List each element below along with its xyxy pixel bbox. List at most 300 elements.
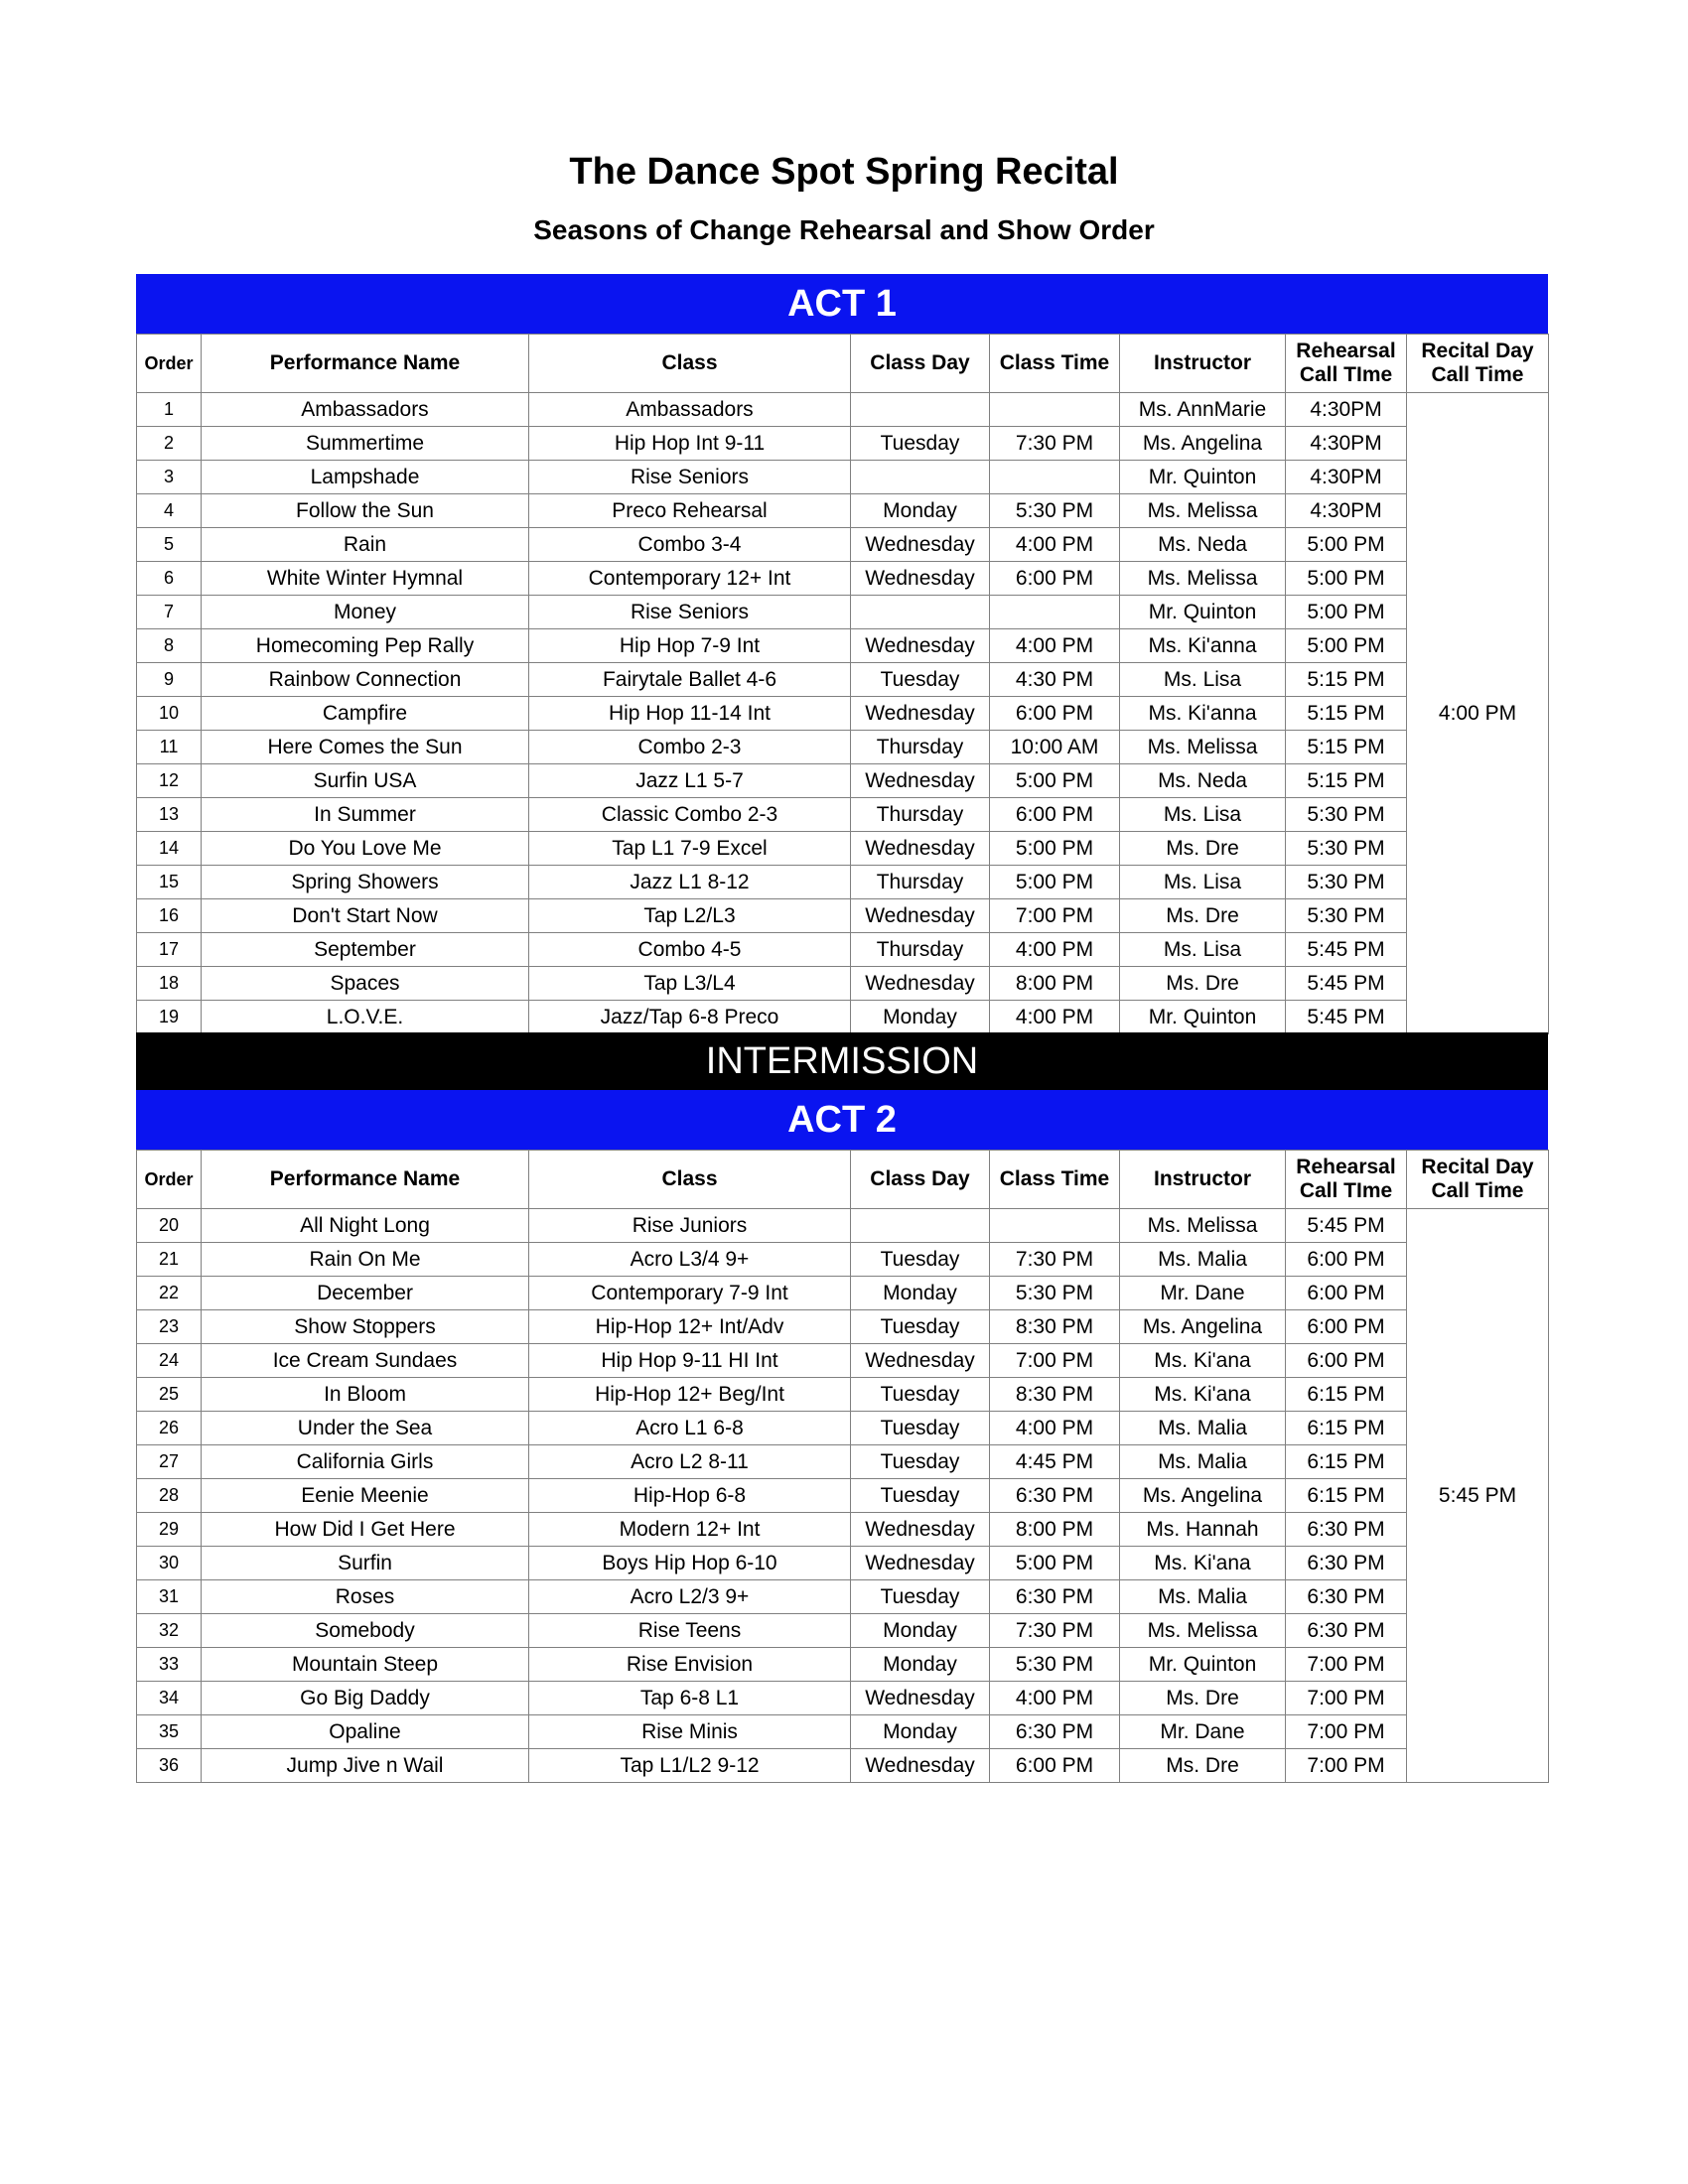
- class-time-cell: 8:00 PM: [990, 1513, 1120, 1547]
- rehearsal-call-time-cell: 6:15 PM: [1286, 1445, 1407, 1479]
- class-time-cell: 6:00 PM: [990, 1749, 1120, 1783]
- class-cell: Hip Hop Int 9-11: [529, 427, 851, 461]
- act-2-body: [137, 1209, 1549, 1783]
- class-time-cell: 4:00 PM: [990, 1412, 1120, 1445]
- class-day-cell: Tuesday: [851, 663, 990, 697]
- rehearsal-call-time-cell: 5:15 PM: [1286, 697, 1407, 731]
- class-header: Class: [529, 335, 851, 393]
- act-2-table: [136, 1150, 1549, 1783]
- performance-name-cell: Lampshade: [202, 461, 529, 494]
- class-day-cell: Thursday: [851, 866, 990, 899]
- class-time-cell: 5:00 PM: [990, 1547, 1120, 1580]
- instructor-cell: Mr. Quinton: [1120, 1648, 1286, 1682]
- instructor-cell: Ms. AnnMarie: [1120, 393, 1286, 427]
- class-cell: Hip Hop 11-14 Int: [529, 697, 851, 731]
- class-day-cell: Monday: [851, 1648, 990, 1682]
- table-row: [137, 461, 1549, 494]
- table-row: [137, 731, 1549, 764]
- class-time-cell: 6:00 PM: [990, 562, 1120, 596]
- performance-name-cell: Summertime: [202, 427, 529, 461]
- performance-name-cell: Rain: [202, 528, 529, 562]
- performance-name-cell: Homecoming Pep Rally: [202, 629, 529, 663]
- performance-name-cell: Surfin: [202, 1547, 529, 1580]
- header-row: [137, 335, 1549, 393]
- class-day-cell: Wednesday: [851, 697, 990, 731]
- class-cell: Acro L1 6-8: [529, 1412, 851, 1445]
- performance-name-cell: California Girls: [202, 1445, 529, 1479]
- instructor-cell: Ms. Malia: [1120, 1580, 1286, 1614]
- performance-name-cell: Somebody: [202, 1614, 529, 1648]
- class-cell: Combo 3-4: [529, 528, 851, 562]
- order-cell: 3: [137, 461, 202, 494]
- table-row: [137, 967, 1549, 1001]
- instructor-cell: Ms. Melissa: [1120, 562, 1286, 596]
- order-cell: 11: [137, 731, 202, 764]
- order-header: Order: [137, 1151, 202, 1209]
- instructor-cell: Ms. Ki'ana: [1120, 1378, 1286, 1412]
- table-row: [137, 629, 1549, 663]
- rehearsal-call-time-cell: 5:00 PM: [1286, 629, 1407, 663]
- class-cell: Rise Seniors: [529, 596, 851, 629]
- performance-name-cell: Show Stoppers: [202, 1310, 529, 1344]
- order-cell: 25: [137, 1378, 202, 1412]
- rehearsal-call-time-cell: 6:15 PM: [1286, 1378, 1407, 1412]
- instructor-cell: Ms. Dre: [1120, 899, 1286, 933]
- class-day-cell: Tuesday: [851, 1580, 990, 1614]
- table-row: [137, 697, 1549, 731]
- performance-name-cell: In Bloom: [202, 1378, 529, 1412]
- instructor-cell: Ms. Neda: [1120, 528, 1286, 562]
- class-day-cell: [851, 393, 990, 427]
- order-cell: 36: [137, 1749, 202, 1783]
- class-time-cell: 5:30 PM: [990, 1648, 1120, 1682]
- instructor-cell: Ms. Dre: [1120, 967, 1286, 1001]
- class-time-cell: 10:00 AM: [990, 731, 1120, 764]
- instructor-cell: Ms. Dre: [1120, 1682, 1286, 1715]
- instructor-cell: Ms. Angelina: [1120, 1479, 1286, 1513]
- instructor-cell: Ms. Lisa: [1120, 798, 1286, 832]
- rehearsal-call-time-cell: 6:30 PM: [1286, 1513, 1407, 1547]
- class-cell: Rise Juniors: [529, 1209, 851, 1243]
- performance-name-header: Performance Name: [202, 1151, 529, 1209]
- act-1-table: [136, 334, 1549, 1034]
- class-time-cell: [990, 393, 1120, 427]
- order-cell: 27: [137, 1445, 202, 1479]
- performance-name-cell: Go Big Daddy: [202, 1682, 529, 1715]
- rehearsal-call-time-cell: 6:00 PM: [1286, 1344, 1407, 1378]
- rehearsal-call-time-header: [1286, 1151, 1407, 1209]
- class-cell: Tap 6-8 L1: [529, 1682, 851, 1715]
- performance-name-cell: How Did I Get Here: [202, 1513, 529, 1547]
- instructor-cell: Ms. Dre: [1120, 832, 1286, 866]
- table-row: [137, 1209, 1549, 1243]
- class-day-cell: Wednesday: [851, 832, 990, 866]
- performance-name-cell: Ice Cream Sundaes: [202, 1344, 529, 1378]
- table-row: [137, 1001, 1549, 1034]
- table-row: [137, 1580, 1549, 1614]
- document-title: The Dance Spot Spring Recital: [569, 151, 1119, 193]
- rehearsal-call-time-header: [1286, 335, 1407, 393]
- class-cell: Jazz L1 5-7: [529, 764, 851, 798]
- rehearsal-call-time-cell: 6:00 PM: [1286, 1277, 1407, 1310]
- class-time-cell: 7:00 PM: [990, 1344, 1120, 1378]
- instructor-cell: Ms. Angelina: [1120, 427, 1286, 461]
- rehearsal-call-time-cell: 5:45 PM: [1286, 1001, 1407, 1034]
- class-cell: Acro L2 8-11: [529, 1445, 851, 1479]
- class-time-cell: 5:00 PM: [990, 866, 1120, 899]
- performance-name-cell: December: [202, 1277, 529, 1310]
- rehearsal-call-time-cell: 5:45 PM: [1286, 1209, 1407, 1243]
- table-row: [137, 393, 1549, 427]
- class-day-cell: Wednesday: [851, 967, 990, 1001]
- table-row: [137, 1277, 1549, 1310]
- order-cell: 26: [137, 1412, 202, 1445]
- class-day-cell: Monday: [851, 1001, 990, 1034]
- class-day-cell: Wednesday: [851, 899, 990, 933]
- rehearsal-call-time-cell: 6:15 PM: [1286, 1479, 1407, 1513]
- class-day-cell: Monday: [851, 1277, 990, 1310]
- recital-header-line1: Recital Day: [1421, 1156, 1534, 1178]
- performance-name-cell: All Night Long: [202, 1209, 529, 1243]
- class-time-cell: [990, 461, 1120, 494]
- performance-name-cell: L.O.V.E.: [202, 1001, 529, 1034]
- class-cell: Rise Seniors: [529, 461, 851, 494]
- order-cell: 8: [137, 629, 202, 663]
- performance-name-cell: Surfin USA: [202, 764, 529, 798]
- table-row: [137, 1243, 1549, 1277]
- performance-name-cell: Rain On Me: [202, 1243, 529, 1277]
- performance-name-cell: Roses: [202, 1580, 529, 1614]
- table-row: [137, 764, 1549, 798]
- table-row: [137, 1513, 1549, 1547]
- recital-day-call-time-header: [1407, 335, 1549, 393]
- act-1-banner: ACT 1: [136, 274, 1548, 334]
- rehearsal-call-time-cell: 6:00 PM: [1286, 1310, 1407, 1344]
- order-cell: 6: [137, 562, 202, 596]
- order-cell: 5: [137, 528, 202, 562]
- rehearsal-call-time-cell: 5:45 PM: [1286, 967, 1407, 1001]
- rehearsal-call-time-cell: 5:00 PM: [1286, 562, 1407, 596]
- class-day-cell: Thursday: [851, 933, 990, 967]
- class-cell: Rise Minis: [529, 1715, 851, 1749]
- performance-name-cell: Opaline: [202, 1715, 529, 1749]
- class-day-cell: Monday: [851, 1614, 990, 1648]
- performance-name-cell: Follow the Sun: [202, 494, 529, 528]
- class-cell: Acro L3/4 9+: [529, 1243, 851, 1277]
- class-day-cell: Tuesday: [851, 427, 990, 461]
- class-time-cell: 7:30 PM: [990, 1243, 1120, 1277]
- order-cell: 22: [137, 1277, 202, 1310]
- instructor-cell: Ms. Melissa: [1120, 731, 1286, 764]
- instructor-cell: Ms. Lisa: [1120, 933, 1286, 967]
- rehearsal-call-time-cell: 6:30 PM: [1286, 1580, 1407, 1614]
- rehearsal-call-time-cell: 5:00 PM: [1286, 596, 1407, 629]
- class-time-cell: 4:00 PM: [990, 629, 1120, 663]
- rehearsal-call-time-cell: 4:30PM: [1286, 461, 1407, 494]
- class-cell: Contemporary 12+ Int: [529, 562, 851, 596]
- rehearsal-call-time-cell: 5:30 PM: [1286, 832, 1407, 866]
- class-cell: Rise Teens: [529, 1614, 851, 1648]
- performance-name-cell: Mountain Steep: [202, 1648, 529, 1682]
- recital-day-call-time-header: [1407, 1151, 1549, 1209]
- class-day-cell: [851, 596, 990, 629]
- performance-name-cell: Ambassadors: [202, 393, 529, 427]
- class-cell: Modern 12+ Int: [529, 1513, 851, 1547]
- instructor-cell: Mr. Dane: [1120, 1715, 1286, 1749]
- order-cell: 31: [137, 1580, 202, 1614]
- instructor-cell: Ms. Malia: [1120, 1412, 1286, 1445]
- class-time-cell: 5:30 PM: [990, 1277, 1120, 1310]
- class-time-cell: 8:00 PM: [990, 967, 1120, 1001]
- performance-name-cell: Spring Showers: [202, 866, 529, 899]
- class-day-cell: Tuesday: [851, 1310, 990, 1344]
- rehearsal-call-time-cell: 5:15 PM: [1286, 764, 1407, 798]
- order-cell: 15: [137, 866, 202, 899]
- class-time-cell: 6:30 PM: [990, 1479, 1120, 1513]
- class-day-cell: Wednesday: [851, 1513, 990, 1547]
- order-cell: 14: [137, 832, 202, 866]
- order-cell: 16: [137, 899, 202, 933]
- class-cell: Rise Envision: [529, 1648, 851, 1682]
- class-day-cell: Wednesday: [851, 1344, 990, 1378]
- performance-name-cell: In Summer: [202, 798, 529, 832]
- class-cell: Acro L2/3 9+: [529, 1580, 851, 1614]
- class-day-cell: Wednesday: [851, 1547, 990, 1580]
- class-cell: Combo 4-5: [529, 933, 851, 967]
- class-time-cell: 6:30 PM: [990, 1715, 1120, 1749]
- rehearsal-call-time-cell: 5:30 PM: [1286, 866, 1407, 899]
- instructor-cell: Ms. Melissa: [1120, 494, 1286, 528]
- rehearsal-call-time-cell: 5:45 PM: [1286, 933, 1407, 967]
- class-cell: Classic Combo 2-3: [529, 798, 851, 832]
- instructor-cell: Ms. Angelina: [1120, 1310, 1286, 1344]
- table-row: [137, 1682, 1549, 1715]
- instructor-cell: Ms. Ki'anna: [1120, 629, 1286, 663]
- recital-header-line2: Call Time: [1431, 363, 1524, 386]
- act-2-section: [136, 1090, 1548, 1783]
- instructor-cell: Ms. Melissa: [1120, 1614, 1286, 1648]
- rehearsal-call-time-cell: 7:00 PM: [1286, 1648, 1407, 1682]
- class-day-cell: Wednesday: [851, 562, 990, 596]
- order-cell: 24: [137, 1344, 202, 1378]
- class-day-header: Class Day: [851, 1151, 990, 1209]
- performance-name-cell: Campfire: [202, 697, 529, 731]
- class-cell: Preco Rehearsal: [529, 494, 851, 528]
- class-cell: Boys Hip Hop 6-10: [529, 1547, 851, 1580]
- order-cell: 18: [137, 967, 202, 1001]
- order-header: Order: [137, 335, 202, 393]
- table-row: [137, 528, 1549, 562]
- rehearsal-header-line1: Rehearsal: [1296, 1156, 1396, 1178]
- class-cell: Ambassadors: [529, 393, 851, 427]
- order-cell: 12: [137, 764, 202, 798]
- class-day-cell: Monday: [851, 494, 990, 528]
- rehearsal-call-time-cell: 5:00 PM: [1286, 528, 1407, 562]
- intermission-banner: INTERMISSION: [136, 1032, 1548, 1090]
- rehearsal-call-time-cell: 7:00 PM: [1286, 1715, 1407, 1749]
- class-time-cell: 6:30 PM: [990, 1580, 1120, 1614]
- act-2-banner: ACT 2: [136, 1090, 1548, 1150]
- class-time-cell: 4:00 PM: [990, 1001, 1120, 1034]
- class-time-cell: [990, 1209, 1120, 1243]
- rehearsal-header-line1: Rehearsal: [1296, 340, 1396, 362]
- class-cell: Hip-Hop 12+ Beg/Int: [529, 1378, 851, 1412]
- class-time-cell: 4:00 PM: [990, 528, 1120, 562]
- class-day-cell: Wednesday: [851, 1749, 990, 1783]
- table-row: [137, 1445, 1549, 1479]
- rehearsal-call-time-cell: 5:30 PM: [1286, 899, 1407, 933]
- table-row: [137, 427, 1549, 461]
- class-cell: Tap L2/L3: [529, 899, 851, 933]
- table-row: [137, 1648, 1549, 1682]
- rehearsal-call-time-cell: 6:15 PM: [1286, 1412, 1407, 1445]
- class-day-cell: [851, 461, 990, 494]
- class-time-header: Class Time: [990, 335, 1120, 393]
- class-time-cell: 8:30 PM: [990, 1378, 1120, 1412]
- rehearsal-header-line2: Call TIme: [1299, 1179, 1393, 1202]
- class-day-cell: Wednesday: [851, 629, 990, 663]
- order-cell: 32: [137, 1614, 202, 1648]
- performance-name-cell: Rainbow Connection: [202, 663, 529, 697]
- recital-day-call-time-cell: 5:45 PM: [1407, 1209, 1549, 1783]
- class-cell: Hip Hop 7-9 Int: [529, 629, 851, 663]
- performance-name-cell: Jump Jive n Wail: [202, 1749, 529, 1783]
- instructor-cell: Mr. Quinton: [1120, 1001, 1286, 1034]
- class-cell: Contemporary 7-9 Int: [529, 1277, 851, 1310]
- instructor-cell: Ms. Hannah: [1120, 1513, 1286, 1547]
- class-time-cell: 4:00 PM: [990, 1682, 1120, 1715]
- instructor-cell: Ms. Neda: [1120, 764, 1286, 798]
- table-row: [137, 866, 1549, 899]
- order-cell: 4: [137, 494, 202, 528]
- table-row: [137, 1378, 1549, 1412]
- instructor-cell: Ms. Ki'ana: [1120, 1547, 1286, 1580]
- class-time-cell: 6:00 PM: [990, 798, 1120, 832]
- table-row: [137, 1310, 1549, 1344]
- rehearsal-call-time-cell: 6:30 PM: [1286, 1614, 1407, 1648]
- rehearsal-call-time-cell: 4:30PM: [1286, 393, 1407, 427]
- performance-name-cell: Under the Sea: [202, 1412, 529, 1445]
- order-cell: 1: [137, 393, 202, 427]
- order-cell: 20: [137, 1209, 202, 1243]
- order-cell: 33: [137, 1648, 202, 1682]
- act-1-section: [136, 274, 1548, 1034]
- instructor-cell: Ms. Malia: [1120, 1445, 1286, 1479]
- table-row: [137, 663, 1549, 697]
- class-time-cell: 5:00 PM: [990, 764, 1120, 798]
- table-row: [137, 1547, 1549, 1580]
- document-subtitle: Seasons of Change Rehearsal and Show Order: [533, 214, 1155, 245]
- rehearsal-call-time-cell: 4:30PM: [1286, 494, 1407, 528]
- performance-name-cell: White Winter Hymnal: [202, 562, 529, 596]
- rehearsal-call-time-cell: 7:00 PM: [1286, 1749, 1407, 1783]
- class-day-cell: Tuesday: [851, 1378, 990, 1412]
- rehearsal-call-time-cell: 6:30 PM: [1286, 1547, 1407, 1580]
- rehearsal-header-line2: Call TIme: [1299, 363, 1393, 386]
- class-time-cell: 8:30 PM: [990, 1310, 1120, 1344]
- order-cell: 35: [137, 1715, 202, 1749]
- rehearsal-call-time-cell: 4:30PM: [1286, 427, 1407, 461]
- instructor-header: Instructor: [1120, 335, 1286, 393]
- order-cell: 13: [137, 798, 202, 832]
- rehearsal-call-time-cell: 5:30 PM: [1286, 798, 1407, 832]
- class-day-cell: Monday: [851, 1715, 990, 1749]
- class-day-cell: [851, 1209, 990, 1243]
- recital-header-line2: Call Time: [1431, 1179, 1524, 1202]
- class-day-header: Class Day: [851, 335, 990, 393]
- class-day-cell: Wednesday: [851, 1682, 990, 1715]
- instructor-cell: Ms. Malia: [1120, 1243, 1286, 1277]
- class-cell: Jazz L1 8-12: [529, 866, 851, 899]
- class-day-cell: Tuesday: [851, 1479, 990, 1513]
- order-cell: 7: [137, 596, 202, 629]
- table-row: [137, 1749, 1549, 1783]
- order-cell: 2: [137, 427, 202, 461]
- table-row: [137, 494, 1549, 528]
- class-time-cell: 4:00 PM: [990, 933, 1120, 967]
- instructor-cell: Ms. Dre: [1120, 1749, 1286, 1783]
- performance-name-cell: Eenie Meenie: [202, 1479, 529, 1513]
- class-day-cell: Wednesday: [851, 764, 990, 798]
- header-row: [137, 1151, 1549, 1209]
- performance-name-cell: Do You Love Me: [202, 832, 529, 866]
- rehearsal-call-time-cell: 5:15 PM: [1286, 731, 1407, 764]
- class-cell: Hip-Hop 12+ Int/Adv: [529, 1310, 851, 1344]
- table-row: [137, 1614, 1549, 1648]
- table-row: [137, 899, 1549, 933]
- recital-day-call-time-cell: 4:00 PM: [1407, 393, 1549, 1034]
- class-time-header: Class Time: [990, 1151, 1120, 1209]
- class-cell: Combo 2-3: [529, 731, 851, 764]
- instructor-cell: Ms. Ki'ana: [1120, 1344, 1286, 1378]
- order-cell: 19: [137, 1001, 202, 1034]
- table-row: [137, 798, 1549, 832]
- class-time-cell: 5:30 PM: [990, 494, 1120, 528]
- class-cell: Tap L3/L4: [529, 967, 851, 1001]
- class-cell: Fairytale Ballet 4-6: [529, 663, 851, 697]
- class-day-cell: Thursday: [851, 731, 990, 764]
- class-cell: Hip Hop 9-11 HI Int: [529, 1344, 851, 1378]
- order-cell: 29: [137, 1513, 202, 1547]
- instructor-cell: Mr. Quinton: [1120, 596, 1286, 629]
- class-time-cell: 6:00 PM: [990, 697, 1120, 731]
- instructor-cell: Ms. Ki'anna: [1120, 697, 1286, 731]
- class-cell: Tap L1/L2 9-12: [529, 1749, 851, 1783]
- instructor-cell: Mr. Quinton: [1120, 461, 1286, 494]
- order-cell: 30: [137, 1547, 202, 1580]
- class-cell: Tap L1 7-9 Excel: [529, 832, 851, 866]
- class-time-cell: 7:00 PM: [990, 899, 1120, 933]
- class-day-cell: Wednesday: [851, 528, 990, 562]
- table-row: [137, 1715, 1549, 1749]
- instructor-header: Instructor: [1120, 1151, 1286, 1209]
- rehearsal-call-time-cell: 7:00 PM: [1286, 1682, 1407, 1715]
- performance-name-header: Performance Name: [202, 335, 529, 393]
- class-day-cell: Tuesday: [851, 1412, 990, 1445]
- table-row: [137, 1412, 1549, 1445]
- class-time-cell: [990, 596, 1120, 629]
- instructor-cell: Mr. Dane: [1120, 1277, 1286, 1310]
- performance-name-cell: Money: [202, 596, 529, 629]
- instructor-cell: Ms. Lisa: [1120, 866, 1286, 899]
- order-cell: 28: [137, 1479, 202, 1513]
- order-cell: 23: [137, 1310, 202, 1344]
- class-time-cell: 4:45 PM: [990, 1445, 1120, 1479]
- order-cell: 10: [137, 697, 202, 731]
- table-row: [137, 933, 1549, 967]
- performance-name-cell: Here Comes the Sun: [202, 731, 529, 764]
- class-time-cell: 5:00 PM: [990, 832, 1120, 866]
